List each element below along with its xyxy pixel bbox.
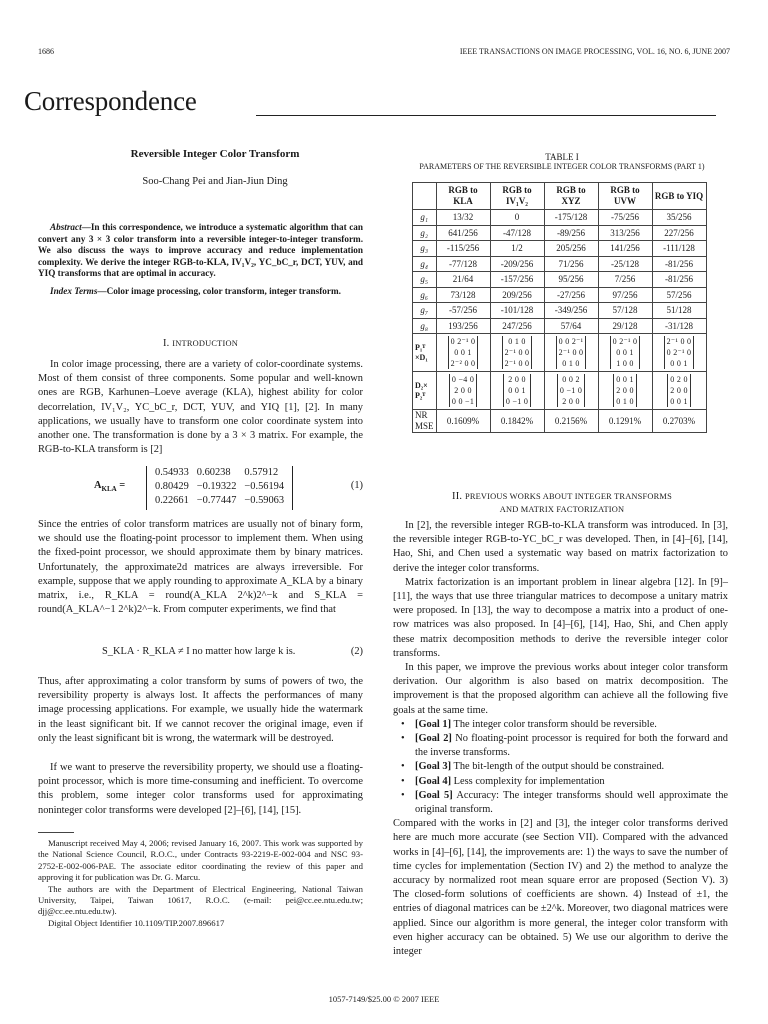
table-caption xyxy=(396,152,728,171)
goal-tag: [Goal 3] xyxy=(415,761,452,773)
d2p2-matrix-row: 0 −4 0 xyxy=(451,375,475,384)
d2p2-matrix-row: 2 0 0 xyxy=(454,386,472,395)
table-cell: -157/256 xyxy=(490,272,544,288)
d2p2-matrix-row: 0 1 0 xyxy=(616,397,634,406)
table-cell: -31/128 xyxy=(652,318,706,334)
section2-paragraph-4: Compared with the works in [2] and [3], the integer color transforms derived here are much more accurate (see Section VII). Compared with the advanced works in [4]–[6], [14], the improvements are: 1) the ways to save the number of time cycles for implementation (Section IV) and 2) the method to analyze the accuracy by normalized root mean square error are proposed (Section V). 3) The closed-form solutions of coefficients are shown. 4) Instead of ±1, the entries of diagonal matrices can be ±2^k. Moreover, two diagonal matrices were applied. Since our algorithm is more general, the integer color transform with even higher accuracy can be obtained. 5) We use our algorithm to derive the integer xyxy=(393,818,728,958)
d2p2-cell xyxy=(598,372,652,410)
eq1-matrix-cell: 0.60238 xyxy=(196,467,231,478)
d2p2-matrix-row: 0 0 2 xyxy=(562,375,580,384)
footnote-authors: The authors are with the Department of Electrical Engineering, National Taiwan University, Taipei, Taiwan 10617, R.O.C. (e-mail: pei@cc.ee.ntu.edu.tw; djj@cc.ee.ntu.edu.tw). xyxy=(38,883,363,917)
section2-paragraph-1: In [2], the reversible integer RGB-to-KLA transform was introduced. In [3], the reversible integer RGB-to-YC_bC_r was developed. Then, in [4]–[6], [14], Hao, Shi, and Chen used a systematic way based on matrix factorization to derive the integer color transforms. xyxy=(393,520,728,574)
p1d1-matrix-row: 2⁻² 0 0 xyxy=(450,359,476,368)
table-cell: 0 xyxy=(490,210,544,226)
eq1-lhs: $A_{KLA}$ = xyxy=(94,480,126,494)
article-title: Reversible Integer Color Transform xyxy=(130,148,300,160)
nrmse-cell: 0.2156% xyxy=(544,410,598,433)
footnote-manuscript: Manuscript received May 4, 2006; revised January 16, 2007. This work was supported by the National Science Council, R.O.C., under Contracts 93-2219-E-002-004 and NSC 93-2752-E-002-006-PAE. The associate editor coordinating the review of this paper and approving it for publication was Dr. G. Marcu. xyxy=(38,838,363,883)
footnotes xyxy=(38,838,363,929)
table-cell: 95/256 xyxy=(544,272,598,288)
p1d1-matrix-row: 0 0 2⁻¹ xyxy=(558,337,584,346)
intro-paragraph-3: Thus, after approximating a color transform by sums of powers of two, the reversibility property is always lost. It affects the performances of many image processing applications. For example, we usually hide the watermark in the least significant bit. If we cannot recover the original image, even if only the least significant bit is wrong, the watermark will be destroyed. xyxy=(38,676,363,744)
section2-paragraph-3: In this paper, we improve the previous works about integer color transform derivation. Our algorithm is also based on matrix decomposition. The improvement is that the proposed algorithm can achieve all the following five goals at the same time. xyxy=(393,662,728,716)
table-caption-number: TABLE I xyxy=(545,152,579,162)
d2p2-matrix xyxy=(449,374,477,407)
goal-text: The bit-length of the output should be constrained. xyxy=(451,761,665,773)
goal-text: Less complexity for implementation xyxy=(451,775,605,787)
nrmse-label: NR MSE xyxy=(413,410,437,433)
abstract-text: In this correspondence, we introduce a systematic algorithm that can convert any 3 × 3 color transform into a reversible integer-to-integer transform. We also discuss the ways to improve accuracy and reduce implementation complexity. We derive the integer RGB-to-KLA, IV₁V₂, YC_bC_r, DCT, YUV, and YIQ transforms that are optimal in accuracy. xyxy=(38,222,363,279)
abstract xyxy=(38,222,363,304)
goal-item xyxy=(393,718,728,732)
p1d1-cell xyxy=(490,334,544,372)
d2p2-matrix-row: 0 −1 0 xyxy=(505,397,529,406)
goal-item xyxy=(393,760,728,774)
intro-heading xyxy=(38,338,363,349)
d2p2-matrix xyxy=(613,374,637,407)
d2p2-matrix-row: 0 0 1 xyxy=(670,397,688,406)
table-row-label: g₆ xyxy=(413,287,437,303)
table-cell: 51/128 xyxy=(652,303,706,319)
d2p2-matrix-row: 0 0 1 xyxy=(508,386,526,395)
table-cell: 641/256 xyxy=(436,225,490,241)
table-column-header: RGB to YIQ xyxy=(652,183,706,210)
goal-tag: [Goal 5] xyxy=(415,789,453,801)
eq1-subscript: KLA xyxy=(101,485,117,494)
eq1-matrix xyxy=(146,466,293,510)
table-row-label: g₄ xyxy=(413,256,437,272)
intro-heading-num: I. xyxy=(163,338,170,349)
table-cell: -209/256 xyxy=(490,256,544,272)
goal-tag: [Goal 2] xyxy=(415,733,452,745)
table-row-label: g₃ xyxy=(413,241,437,257)
equation-1 xyxy=(38,463,363,513)
article-authors: Soo-Chang Pei and Jian-Jiun Ding xyxy=(142,176,288,187)
table-cell: 29/128 xyxy=(598,318,652,334)
table-cell: -57/256 xyxy=(436,303,490,319)
table-cell: 71/256 xyxy=(544,256,598,272)
eq1-matrix-cell: 0.22661 xyxy=(155,495,189,506)
p1d1-matrix xyxy=(448,336,479,369)
table-cell: -111/128 xyxy=(652,241,706,257)
parameters-table-grid xyxy=(412,182,707,433)
table-column-header: RGB to IV₁V₂ xyxy=(490,183,544,210)
d2p2-label: D₂× P₂ᵀ xyxy=(413,372,437,410)
footnote-rule xyxy=(38,832,74,833)
goal-tag: [Goal 4] xyxy=(415,775,452,787)
eq1-matrix-cell: 0.80429 xyxy=(155,481,189,492)
table-cell: -75/256 xyxy=(598,210,652,226)
table-cell: -47/128 xyxy=(490,225,544,241)
table-cell: 57/256 xyxy=(652,287,706,303)
p1d1-matrix-row: 0 2⁻¹ 0 xyxy=(450,337,476,346)
p1d1-matrix xyxy=(610,336,641,369)
d2p2-cell xyxy=(544,372,598,410)
eq1-matrix-cell: −0.19322 xyxy=(196,481,237,492)
d2p2-cell xyxy=(652,372,706,410)
eq1-matrix-cell: 0.54933 xyxy=(155,467,189,478)
p1d1-matrix-row: 0 2⁻¹ 0 xyxy=(666,348,692,357)
section2-heading-line1: PREVIOUS WORKS ABOUT INTEGER TRANSFORMS xyxy=(464,492,672,501)
table-row-label: g₁ xyxy=(413,210,437,226)
d2p2-matrix-row: 0 0 1 xyxy=(616,375,634,384)
d2p2-matrix-row: 2 0 0 xyxy=(616,386,634,395)
eq1-matrix-cell: −0.77447 xyxy=(196,495,237,506)
p1d1-matrix-row: 2⁻¹ 0 0 xyxy=(666,337,692,346)
table-row-label: g₇ xyxy=(413,303,437,319)
goal-text: Accuracy: The integer transforms should well approximate the original transform. xyxy=(415,789,728,816)
table-cell: 227/256 xyxy=(652,225,706,241)
index-terms-text: Color image processing, color transform, integer transform. xyxy=(106,285,341,296)
eq2-text: S_KLA · R_KLA ≠ I no matter how large k is. xyxy=(102,646,296,657)
table-column-header: RGB to KLA xyxy=(436,183,490,210)
table-cell: 193/256 xyxy=(436,318,490,334)
intro-paragraph-4: If we want to preserve the reversibility property, we should use a floating-point processor, which is more time-consuming and inefficient. To overcome this problem, some integer color transforms used for approximating noninteger color transforms were developed [2]–[6], [14], [15]. xyxy=(38,762,363,816)
p1d1-cell xyxy=(652,334,706,372)
section-banner: Correspondence xyxy=(24,86,197,116)
intro-paragraph-2: Since the entries of color transform matrices are usually not of binary form, we should use the floating-point processor to implement them. When using the fixed-point processor, we should approximate them by binary matrices. Unfortunately, the approximate2d matrices are always irreversible. For example, suppose that we apply rounding to approximate A_KLA by a binary matrix, i.e., R_KLA = round(A_KLA 2^k)2^−k and S_KLA = round(A_KLA^−1 2^k)2^−k. From computer experiments, we find that xyxy=(38,519,363,616)
eq1-matrix-cell: −0.59063 xyxy=(244,495,285,506)
table-column-header: RGB to UVW xyxy=(598,183,652,210)
goals-list xyxy=(393,718,728,817)
table-caption-title: PARAMETERS OF THE REVERSIBLE INTEGER COLOR TRANSFORMS (PART 1) xyxy=(419,162,705,171)
p1d1-matrix-row: 0 0 1 xyxy=(616,348,634,357)
d2p2-matrix xyxy=(503,374,531,407)
eq1-matrix-cell: −0.56194 xyxy=(244,481,285,492)
p1d1-matrix-row: 2⁻¹ 0 0 xyxy=(504,359,530,368)
p1d1-label: P₁ᵀ ×D₁ xyxy=(413,334,437,372)
eq1-matrix-cell: 0.57912 xyxy=(244,467,279,478)
table-cell: 209/256 xyxy=(490,287,544,303)
intro-paragraph-1: In color image processing, there are a variety of color-coordinate systems. Most of them consist of three components. Some popular and well-known ones are RGB, Karhunen–Loeve average (KLA), highest ability for color decorrelation, IV₁V₂, YC_bC_r, DCT, YUV, and YIQ [1], [2]. In many applications, we usually have to transform one color coordinate system into another one. The transformation is done by a 3 × 3 matrix. For example, the RGB-to-KLA transform is [2] xyxy=(38,359,363,456)
goal-text: No floating-point processor is required for both the forward and the inverse transforms. xyxy=(415,733,728,759)
page-number: 1686 xyxy=(38,47,54,56)
nrmse-cell: 0.2703% xyxy=(652,410,706,433)
table-cell: 35/256 xyxy=(652,210,706,226)
d2p2-matrix xyxy=(557,374,585,407)
intro-heading-text: INTRODUCTION xyxy=(172,339,238,348)
d2p2-matrix xyxy=(667,374,691,407)
section2-heading xyxy=(396,490,728,516)
table-cell: 205/256 xyxy=(544,241,598,257)
nrmse-cell: 0.1609% xyxy=(436,410,490,433)
table-cell: -349/256 xyxy=(544,303,598,319)
journal-header: IEEE TRANSACTIONS ON IMAGE PROCESSING, VOL. 16, NO. 6, JUNE 2007 xyxy=(459,47,730,56)
index-terms: Index Terms—Color image processing, color transform, integer transform. xyxy=(50,285,341,296)
d2p2-matrix-row: 0 2 0 xyxy=(670,375,688,384)
d2p2-matrix-row: 0 −1 0 xyxy=(559,386,583,395)
d2p2-matrix-row: 2 0 0 xyxy=(670,386,688,395)
table-cell: 21/64 xyxy=(436,272,490,288)
table-cell: -81/256 xyxy=(652,256,706,272)
table-corner-cell xyxy=(413,183,437,210)
table-column-header: RGB to XYZ xyxy=(544,183,598,210)
abstract-paragraph: Abstract—In this correspondence, we introduce a systematic algorithm that can convert any 3 × 3 color transform into a reversible integer-to-integer transform. We also discuss the ways to improve accuracy and reduce implementation complexity. We derive the integer RGB-to-KLA, IV₁V₂, YC_bC_r, DCT, YUV, and YIQ transforms that are optimal in accuracy. xyxy=(38,222,363,279)
p1d1-matrix-row: 2⁻¹ 0 0 xyxy=(504,348,530,357)
table-cell: -25/128 xyxy=(598,256,652,272)
page-footer: 1057-7149/$25.00 © 2007 IEEE xyxy=(328,994,440,1004)
d2p2-matrix-row: 2 0 0 xyxy=(562,397,580,406)
section2-paragraph-2: Matrix factorization is an important problem in linear algebra [12]. In [9]–[11], the ways that use three triangular matrices to decompose a unitary matrix were proposed. In [13], the way to decompose a matrix into a product of one-row matrices was also proposed. In [4]–[6], [14], Hao, Shi, and Chen apply these matrix decomposition methods to derive the reversible integer color transforms. xyxy=(393,576,728,659)
table-cell: 7/256 xyxy=(598,272,652,288)
p1d1-matrix-row: 0 0 1 xyxy=(454,348,472,357)
table-cell: 13/32 xyxy=(436,210,490,226)
table-cell: -27/256 xyxy=(544,287,598,303)
p1d1-matrix-row: 2⁻¹ 0 0 xyxy=(558,348,584,357)
goal-item xyxy=(393,732,728,760)
table-row-label: g₈ xyxy=(413,318,437,334)
p1d1-cell xyxy=(544,334,598,372)
nrmse-cell: 0.1842% xyxy=(490,410,544,433)
table-cell: 57/64 xyxy=(544,318,598,334)
d2p2-cell xyxy=(490,372,544,410)
d2p2-matrix-row: 0 0 −1 xyxy=(451,397,475,406)
section2-heading-line2: AND MATRIX FACTORIZATION xyxy=(499,505,625,514)
table-cell: 1/2 xyxy=(490,241,544,257)
p1d1-matrix-row: 0 0 1 xyxy=(670,359,688,368)
p1d1-matrix-row: 0 1 0 xyxy=(562,359,580,368)
table-cell: 141/256 xyxy=(598,241,652,257)
goal-item xyxy=(393,775,728,789)
p1d1-matrix-row: 0 2⁻¹ 0 xyxy=(612,337,638,346)
table-cell: 97/256 xyxy=(598,287,652,303)
p1d1-matrix xyxy=(556,336,587,369)
d2p2-cell xyxy=(436,372,490,410)
banner-rule xyxy=(256,115,716,116)
p1d1-cell xyxy=(436,334,490,372)
p1d1-matrix-row: 1 0 0 xyxy=(616,359,634,368)
table-cell: 73/128 xyxy=(436,287,490,303)
table-cell: -77/128 xyxy=(436,256,490,272)
p1d1-matrix xyxy=(502,336,533,369)
abstract-label: Abstract xyxy=(50,222,82,232)
parameters-table xyxy=(412,182,707,433)
index-terms-label: Index Terms xyxy=(50,285,98,296)
p1d1-cell xyxy=(598,334,652,372)
table-cell: 57/128 xyxy=(598,303,652,319)
goal-tag: [Goal 1] xyxy=(415,718,452,730)
d2p2-matrix-row: 2 0 0 xyxy=(508,375,526,384)
section2-body xyxy=(393,519,728,959)
table-cell: -81/256 xyxy=(652,272,706,288)
eq2-number: (2) xyxy=(350,646,363,657)
nrmse-cell: 0.1291% xyxy=(598,410,652,433)
section2-heading-num: II. xyxy=(452,491,463,502)
table-cell: -101/128 xyxy=(490,303,544,319)
table-row-label: g₂ xyxy=(413,225,437,241)
p1d1-matrix xyxy=(664,336,695,369)
goal-item xyxy=(393,789,728,817)
table-cell: -89/256 xyxy=(544,225,598,241)
table-cell: -175/128 xyxy=(544,210,598,226)
table-row-label: g₅ xyxy=(413,272,437,288)
footnote-doi: Digital Object Identifier 10.1109/TIP.2007.896617 xyxy=(48,917,225,928)
goal-text: The integer color transform should be reversible. xyxy=(451,718,657,730)
eq1-number: (1) xyxy=(350,480,363,491)
table-cell: 247/256 xyxy=(490,318,544,334)
p1d1-matrix-row: 0 1 0 xyxy=(508,337,526,346)
table-cell: 313/256 xyxy=(598,225,652,241)
table-cell: -115/256 xyxy=(436,241,490,257)
